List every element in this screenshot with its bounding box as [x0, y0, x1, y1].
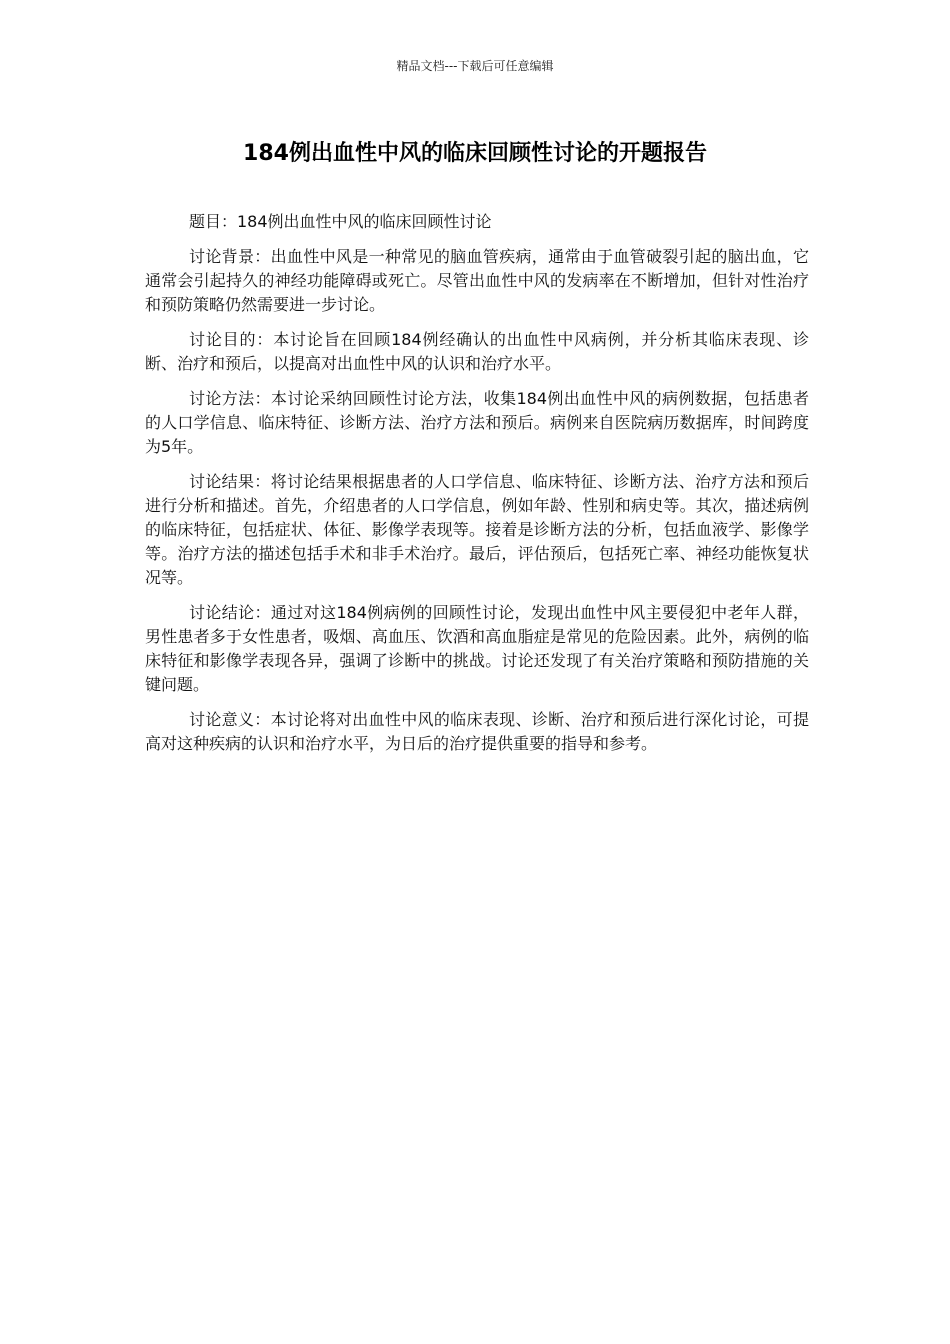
- document-body: [145, 210, 809, 767]
- paragraph-conclusion: 讨论结论：通过对这184例病例的回顾性讨论，发现出血性中风主要侵犯中老年人群，男性患者多于女性患者，吸烟、高血压、饮酒和高血脂症是常见的危险因素。此外，病例的临床特征和影像学表现各异，强调了诊断中的挑战。讨论还发现了有关治疗策略和预防措施的关键问题。: [145, 603, 809, 694]
- paragraph-results: 讨论结果：将讨论结果根据患者的人口学信息、临床特征、诊断方法、治疗方法和预后进行分析和描述。首先，介绍患者的人口学信息，例如年龄、性别和病史等。其次，描述病例的临床特征，包括症状、体征、影像学表现等。接着是诊断方法的分析，包括血液学、影像学等。治疗方法的描述包括手术和非手术治疗。最后，评估预后，包括死亡率、神经功能恢复状况等。: [145, 472, 809, 587]
- paragraph-topic: 题目：184例出血性中风的临床回顾性讨论: [189, 212, 492, 231]
- document-title: 184例出血性中风的临床回顾性讨论的开题报告: [243, 141, 707, 166]
- page-header: 精品文档---下载后可任意编辑: [396, 59, 554, 73]
- paragraph-method: 讨论方法：本讨论采纳回顾性讨论方法，收集184例出血性中风的病例数据，包括患者的人口学信息、临床特征、诊断方法、治疗方法和预后。病例来自医院病历数据库，时间跨度为5年。: [145, 389, 809, 456]
- paragraph-background: 讨论背景：出血性中风是一种常见的脑血管疾病，通常由于血管破裂引起的脑出血，它通常会引起持久的神经功能障碍或死亡。尽管出血性中风的发病率在不断增加，但针对性治疗和预防策略仍然需要进一步讨论。: [145, 247, 809, 314]
- paragraph-purpose: 讨论目的：本讨论旨在回顾184例经确认的出血性中风病例，并分析其临床表现、诊断、治疗和预后，以提高对出血性中风的认识和治疗水平。: [145, 330, 809, 373]
- paragraph-significance: 讨论意义：本讨论将对出血性中风的临床表现、诊断、治疗和预后进行深化讨论，可提高对这种疾病的认识和治疗水平，为日后的治疗提供重要的指导和参考。: [145, 710, 809, 753]
